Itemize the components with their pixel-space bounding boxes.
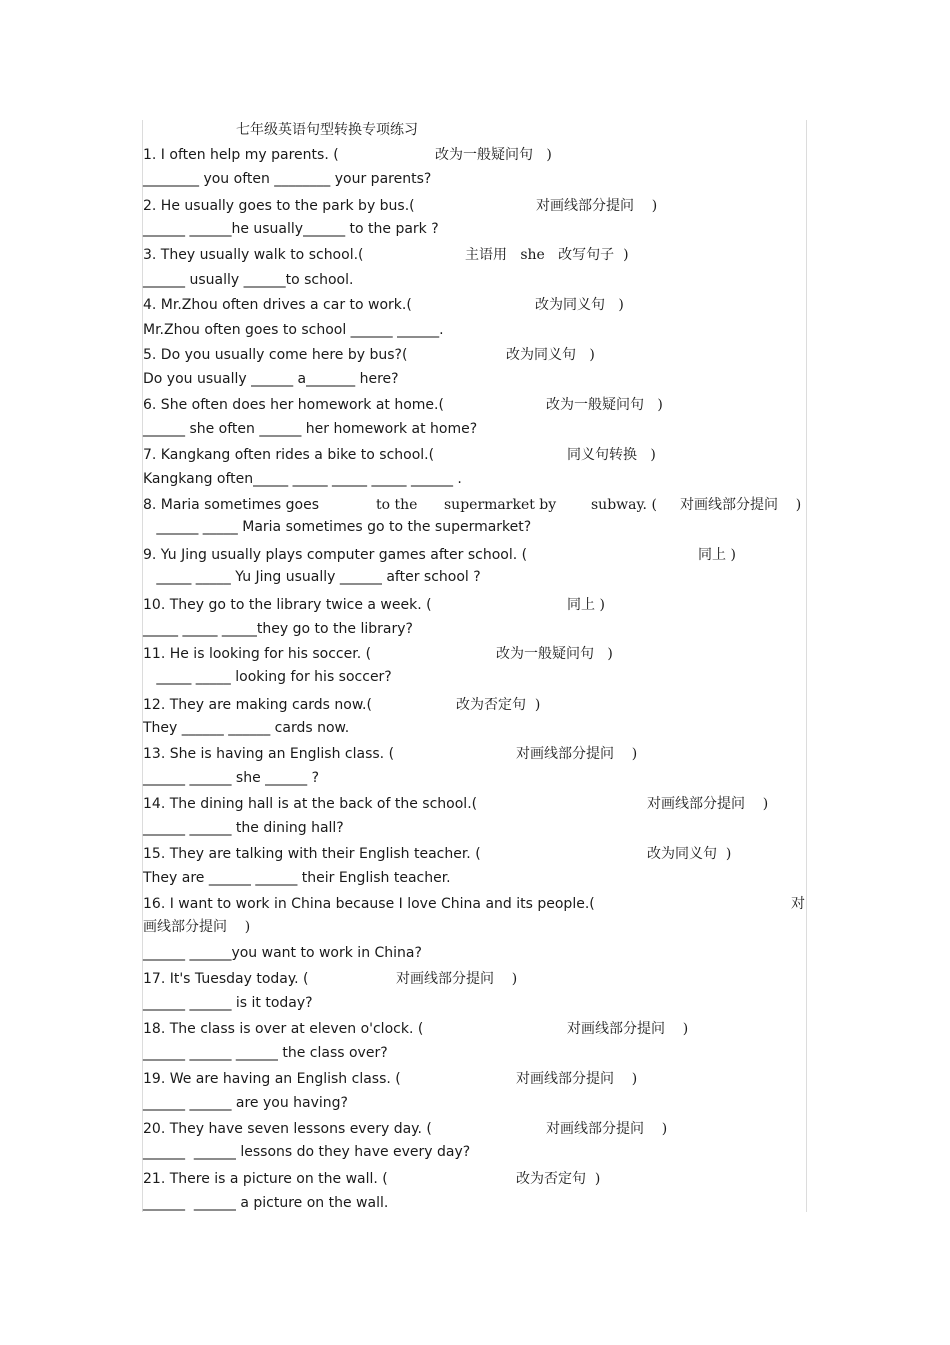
- instruction-note: 对画线部分提问 ): [516, 1071, 638, 1087]
- exercise-line: ______ she often ______ her homework at home?: [143, 421, 478, 437]
- exercise-line: 20. They have seven lessons every day. (: [143, 1121, 432, 1137]
- exercise-line: 18. The class is over at eleven o'clock. (: [143, 1021, 424, 1037]
- exercise-line: Mr.Zhou often goes to school ______ ______.: [143, 322, 444, 338]
- instruction-note: 改为否定句 ): [456, 697, 541, 713]
- page-border-right: [806, 120, 807, 1212]
- exercise-line: ______ usually ______to school.: [143, 272, 354, 288]
- instruction-note: 改为一般疑问句 ): [546, 397, 663, 413]
- instruction-note: 改为否定句 ): [516, 1171, 601, 1187]
- exercise-line: ______ ______ she ______ ?: [143, 770, 320, 786]
- instruction-note: 对画线部分提问 ): [516, 746, 638, 762]
- instruction-note: 对画线部分提问 ): [567, 1021, 689, 1037]
- exercise-line: They are ______ ______ their English teacher.: [143, 870, 451, 886]
- exercise-line: 8. Maria sometimes goes: [143, 497, 319, 513]
- exercise-line: 4. Mr.Zhou often drives a car to work.(: [143, 297, 412, 313]
- instruction-note: 同上 ): [567, 597, 605, 613]
- exercise-line: ______ ______ ______ the class over?: [143, 1045, 388, 1061]
- exercise-line: 9. Yu Jing usually plays computer games after school. (: [143, 547, 528, 563]
- exercise-line: Kangkang often_____ _____ _____ _____ ______ .: [143, 471, 462, 487]
- exercise-line: 19. We are having an English class. (: [143, 1071, 401, 1087]
- instruction-note: 对画线部分提问 ): [647, 796, 769, 812]
- instruction-note: 画线部分提问 ): [143, 919, 251, 935]
- instruction-note: to the: [376, 497, 418, 513]
- instruction-note: 改为同义句 ): [506, 347, 595, 363]
- exercise-line: 11. He is looking for his soccer. (: [143, 646, 372, 662]
- page-title: 七年级英语句型转换专项练习: [236, 122, 418, 138]
- instruction-note: 对画线部分提问 ): [680, 497, 802, 513]
- exercise-line: ________ you often ________ your parents?: [143, 171, 432, 187]
- exercise-line: ______ ______ are you having?: [143, 1095, 348, 1111]
- exercise-line: 2. He usually goes to the park by bus.(: [143, 198, 415, 214]
- instruction-note: 对: [791, 896, 805, 912]
- exercise-line: ______ ______you want to work in China?: [143, 945, 422, 961]
- exercise-line: 7. Kangkang often rides a bike to school.(: [143, 447, 435, 463]
- exercise-line: ______ ______ the dining hall?: [143, 820, 344, 836]
- exercise-line: 17. It's Tuesday today. (: [143, 971, 309, 987]
- instruction-note: 同上 ): [698, 547, 736, 563]
- instruction-note: 改为一般疑问句 ): [435, 147, 552, 163]
- exercise-line: 12. They are making cards now.(: [143, 697, 372, 713]
- instruction-note: 对画线部分提问 ): [396, 971, 518, 987]
- exercise-line: 5. Do you usually come here by bus?(: [143, 347, 408, 363]
- exercise-line: ______ ______he usually______ to the park ?: [143, 221, 439, 237]
- instruction-note: 同义句转换 ): [567, 447, 656, 463]
- exercise-line: 3. They usually walk to school.(: [143, 247, 364, 263]
- instruction-note: 对画线部分提问 ): [536, 198, 658, 214]
- instruction-note: 改为同义句 ): [647, 846, 732, 862]
- exercise-line: ______ ______ lessons do they have every day?: [143, 1144, 471, 1160]
- exercise-line: 14. The dining hall is at the back of the school.(: [143, 796, 478, 812]
- exercise-line: _____ _____ looking for his soccer?: [143, 669, 392, 685]
- exercise-line: 13. She is having an English class. (: [143, 746, 395, 762]
- instruction-note: 主语用 she 改写句子 ): [465, 247, 629, 263]
- exercise-line: Do you usually ______ a_______ here?: [143, 371, 399, 387]
- instruction-note: subway. (: [591, 497, 657, 513]
- instruction-note: supermarket by: [444, 497, 557, 513]
- exercise-line: _____ _____ _____they go to the library?: [143, 621, 413, 637]
- exercise-line: _____ _____ Yu Jing usually ______ after school ?: [143, 569, 481, 585]
- instruction-note: 对画线部分提问 ): [546, 1121, 668, 1137]
- exercise-line: 1. I often help my parents. (: [143, 147, 339, 163]
- instruction-note: 改为一般疑问句 ): [496, 646, 613, 662]
- instruction-note: 改为同义句 ): [535, 297, 624, 313]
- exercise-line: ______ ______ a picture on the wall.: [143, 1195, 389, 1211]
- exercise-line: 10. They go to the library twice a week. (: [143, 597, 432, 613]
- exercise-line: 6. She often does her homework at home.(: [143, 397, 444, 413]
- exercise-line: They ______ ______ cards now.: [143, 720, 350, 736]
- exercise-line: 16. I want to work in China because I love China and its people.(: [143, 896, 595, 912]
- exercise-line: 15. They are talking with their English teacher. (: [143, 846, 481, 862]
- exercise-line: ______ ______ is it today?: [143, 995, 313, 1011]
- exercise-line: ______ _____ Maria sometimes go to the supermarket?: [143, 519, 532, 535]
- exercise-line: 21. There is a picture on the wall. (: [143, 1171, 388, 1187]
